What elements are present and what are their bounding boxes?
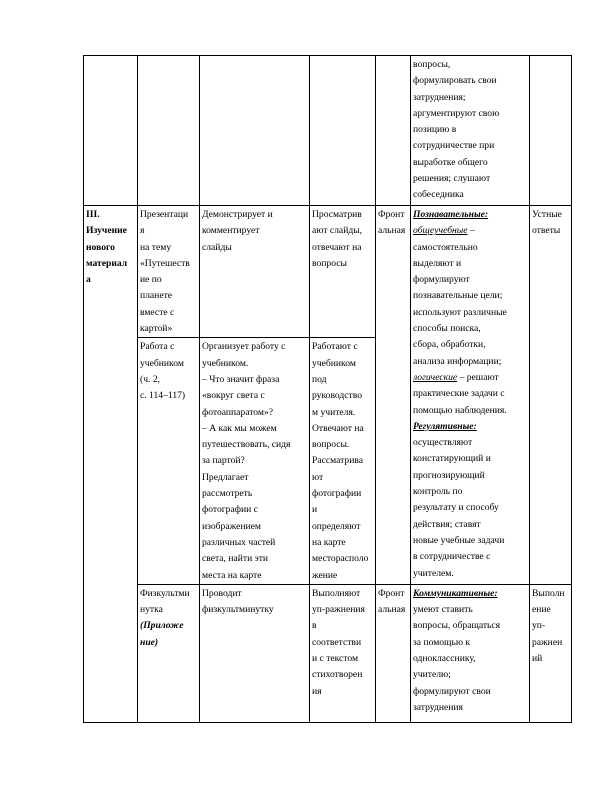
text-line: планете <box>140 290 173 302</box>
text-line: ражнен <box>532 636 563 648</box>
text-line: Фронт <box>378 587 405 599</box>
table-cell <box>200 56 310 206</box>
text-line: Выполн <box>532 587 565 599</box>
competencies-cell <box>411 584 530 722</box>
text-line: в <box>312 620 317 632</box>
text-line: позицию в <box>413 124 457 136</box>
table-cell <box>84 56 138 206</box>
text-line: собеседника <box>413 189 464 201</box>
text-line: познавательные цели; <box>413 290 503 302</box>
text-line: путешествовать, сидя <box>202 439 291 451</box>
exercise-form-cell <box>138 584 200 722</box>
text-line <box>413 586 528 602</box>
text-line: нового <box>86 241 115 253</box>
text-line: Рассматрива <box>312 455 364 467</box>
text-line: ия <box>312 685 322 697</box>
text-line: света, найти эти <box>202 553 269 565</box>
text-line: Предлагает <box>202 471 249 483</box>
text-line: альная <box>378 604 406 616</box>
student-activity-cell <box>310 338 376 584</box>
teacher-activity-cell <box>200 206 310 338</box>
text-line: Выполняют <box>312 587 361 599</box>
text-line: под <box>312 373 327 385</box>
text-line: новые учебные задачи <box>413 534 505 546</box>
text-line: вопросы. <box>312 439 350 451</box>
text-line <box>413 223 528 239</box>
table-row <box>84 584 572 722</box>
text-line: помощью наблюдения. <box>413 404 507 416</box>
textbook-form-cell <box>138 338 200 584</box>
text-line: ответы <box>532 225 561 237</box>
text-line: за партой? <box>202 455 245 467</box>
text-line: выделяют и <box>413 257 462 269</box>
teacher-activity-cell <box>200 584 310 722</box>
text-line: контроль по <box>413 486 463 498</box>
text-line: Физкультми <box>140 587 190 599</box>
text-line <box>413 370 528 386</box>
competencies-cell-continued <box>411 56 530 206</box>
text-line: вместе с <box>140 306 175 318</box>
text-line: стихотворен <box>312 669 363 681</box>
table-cell <box>530 56 572 206</box>
stage-cell <box>84 206 138 723</box>
teacher-activity-cell <box>200 338 310 584</box>
text-line <box>413 419 528 435</box>
text-line: ние) <box>140 636 159 648</box>
text-line: констатирующий и <box>413 453 491 465</box>
text-line: результату и способу <box>413 502 499 514</box>
text-line: (ч. 2, <box>140 373 161 385</box>
text-line: фотоаппаратом»? <box>202 406 274 418</box>
text-line: руководство <box>312 390 363 402</box>
lesson-plan-table <box>83 55 572 723</box>
text-line: ий <box>532 653 543 665</box>
text-line: вопросы, обращаться <box>413 620 501 632</box>
text-line: выработке общего <box>413 156 488 168</box>
text-line: нутка <box>140 604 163 616</box>
table-row <box>84 206 572 338</box>
regulative-label: Регулятивные: <box>413 420 477 432</box>
text-line: Организует работу с <box>202 341 286 353</box>
student-activity-cell <box>310 584 376 722</box>
text-line: «вокруг света с <box>202 390 265 402</box>
text-fragment: – решают <box>457 371 499 383</box>
text-line: сбора, обработки, <box>413 339 486 351</box>
text-line: ают слайды, <box>312 225 363 237</box>
table-cell <box>310 56 376 206</box>
text-line: места на карте <box>202 569 262 581</box>
text-line: (Приложе <box>140 620 184 632</box>
text-line: на тему <box>140 241 172 253</box>
text-line: Фронт <box>378 209 405 220</box>
logical-label: логические <box>413 371 458 383</box>
text-line: ение <box>532 604 551 616</box>
text-line: альная <box>378 225 406 237</box>
text-fragment: – <box>467 225 475 237</box>
text-line: и <box>312 504 318 516</box>
text-line: учебником <box>140 357 184 369</box>
text-line: на карте <box>312 536 346 548</box>
text-line: фотографии с <box>202 504 258 516</box>
work-form-cell <box>376 584 411 722</box>
text-line: ие по <box>140 274 162 286</box>
text-line: учебником <box>312 357 356 369</box>
text-line: формулируют свои <box>413 685 491 697</box>
text-line: физкультминутку <box>202 604 274 616</box>
text-line: вопросы <box>312 257 347 269</box>
text-line: фотографии <box>312 488 362 500</box>
text-line: жение <box>312 569 338 581</box>
text-line: однокласснику, <box>413 653 476 665</box>
text-line: учителем. <box>413 567 454 579</box>
text-line: Изучение <box>86 225 127 237</box>
text-line: за помощью к <box>413 636 471 648</box>
table-cell <box>376 56 411 206</box>
text-line: и с текстом <box>312 653 359 665</box>
text-line: Презентаци <box>140 209 189 220</box>
text-line: Работа с <box>140 341 175 353</box>
text-line: Отвечают на <box>312 422 364 434</box>
text-line: «Путешеств <box>140 257 190 269</box>
student-activity-cell <box>310 206 376 338</box>
text-line: сотрудничестве при <box>413 140 495 152</box>
text-line: комментирует <box>202 225 260 237</box>
competencies-cell <box>411 206 530 585</box>
presentation-form-cell <box>138 206 200 338</box>
text-line: слайды <box>202 241 232 253</box>
text-line: умеют ставить <box>413 604 473 616</box>
text-line: Просматрив <box>312 209 362 220</box>
text-line: Демонстрирует и <box>202 209 273 220</box>
result-cell <box>530 584 572 722</box>
text-line: используют различные <box>413 306 507 318</box>
text-line: вопросы, <box>413 59 451 70</box>
text-line: с. 114–117) <box>140 390 186 402</box>
text-line: аргументируют свою <box>413 107 500 119</box>
text-line: уп-ражнения <box>312 604 365 616</box>
text-line: затруднения; <box>413 91 466 103</box>
text-line: – Что значит фраза <box>202 373 280 385</box>
text-line: учебником. <box>202 357 249 369</box>
table-cell <box>138 56 200 206</box>
text-line: Работают с <box>312 341 358 353</box>
text-line: формулировать свои <box>413 75 497 87</box>
text-line: месторасполо <box>312 553 369 565</box>
text-line: а <box>86 274 91 286</box>
text-line: практические задачи с <box>413 388 505 400</box>
text-line <box>413 207 528 223</box>
text-line: уп- <box>532 620 546 632</box>
cognitive-label: Познавательные: <box>413 209 489 220</box>
text-line: самостоятельно <box>413 241 478 253</box>
text-line: соответстви <box>312 636 362 648</box>
table-row <box>84 56 572 206</box>
text-line: – А как мы можем <box>202 422 277 434</box>
text-line: я <box>140 225 145 237</box>
text-line: материал <box>86 257 128 269</box>
text-line: действия; ставят <box>413 518 481 530</box>
text-line: ют <box>312 471 324 483</box>
result-cell <box>530 206 572 585</box>
text-line: Устные <box>532 209 562 220</box>
text-line: рассмотреть <box>202 488 253 500</box>
text-line: отвечают на <box>312 241 362 253</box>
text-line: картой» <box>140 323 173 335</box>
text-line: осуществляют <box>413 437 473 449</box>
text-line: анализа информации; <box>413 355 502 367</box>
communicative-label: Коммуникативные: <box>413 587 498 599</box>
text-line: решения; слушают <box>413 173 491 185</box>
text-line: способы поиска, <box>413 323 481 335</box>
text-line: учителю; <box>413 669 451 681</box>
general-label: общеучебные <box>413 225 468 237</box>
text-line: прогнозирующий <box>413 469 485 481</box>
text-line: м учителя. <box>312 406 356 418</box>
text-line: изображением <box>202 520 261 532</box>
text-line: формулируют <box>413 274 470 286</box>
text-line: затруднения <box>413 701 463 713</box>
text-line: различных частей <box>202 536 276 548</box>
work-form-cell <box>376 206 411 585</box>
text-line: в сотрудничестве с <box>413 551 491 563</box>
text-line: определяют <box>312 520 361 532</box>
text-line: Проводит <box>202 587 242 599</box>
text-line: III. <box>86 209 100 220</box>
